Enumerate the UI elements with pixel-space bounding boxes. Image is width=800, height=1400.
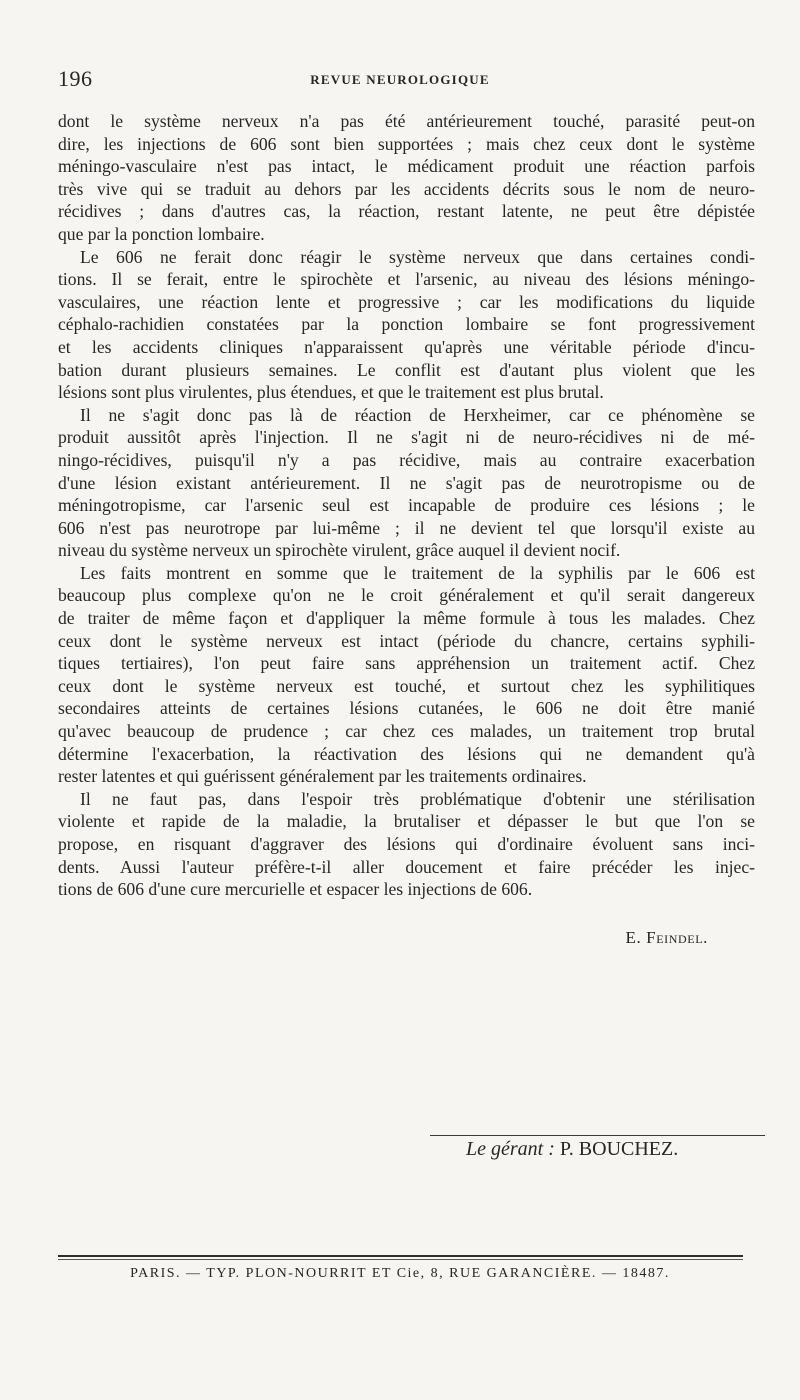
- footer-rule: [58, 1255, 743, 1257]
- text-line: ceux dont le système nerveux est intact (période du chancre, certains syphili-: [58, 630, 755, 651]
- text-line: Il ne faut pas, dans l'espoir très problématique d'obtenir une stérilisation: [80, 788, 755, 809]
- text-line: Il ne s'agit donc pas là de réaction de Herxheimer, car ce phénomène se: [80, 404, 755, 425]
- running-title: REVUE NEUROLOGIQUE: [310, 72, 490, 87]
- text-line: et les accidents cliniques n'apparaissent qu'après une véritable période d'incu-: [58, 336, 755, 357]
- text-line: très vive qui se traduit au dehors par les accidents décrits sous le nom de neuro-: [58, 178, 755, 199]
- author-signature: E. Feindel.: [625, 928, 708, 947]
- text-line: méningotropisme, car l'arsenic seul est incapable de produire ces lésions ; le: [58, 495, 755, 516]
- text-line: lésions sont plus virulentes, plus étendues, et que le traitement est plus brutal.: [58, 382, 604, 403]
- gerant-line: [466, 1138, 678, 1161]
- text-line: d'une lésion existant antérieurement. Il ne s'agit pas de neurotropisme ou de: [58, 472, 755, 493]
- text-line: produit aussitôt après l'injection. Il ne s'agit ni de neuro-récidives ni de mé-: [58, 427, 755, 448]
- text-line: tions. Il se ferait, entre le spirochète et l'arsenic, au niveau des lésions méningo-: [58, 269, 755, 290]
- text-line: qu'avec beaucoup de prudence ; car chez ces malades, un traitement trop brutal: [58, 721, 755, 742]
- text-line: dont le système nerveux n'a pas été antérieurement touché, parasité peut-on: [58, 111, 755, 131]
- text-line: Le 606 ne ferait donc réagir le système nerveux que dans certaines condi-: [80, 246, 755, 267]
- text-line: secondaires atteints de certaines lésions cutanées, le 606 ne doit être manié: [58, 698, 755, 719]
- text-line: rester latentes et qui guérissent généralement par les traitements ordinaires.: [58, 766, 587, 787]
- text-line: céphalo-rachidien constatées par la ponction lombaire se font progressivement: [58, 314, 755, 335]
- text-line: niveau du système nerveux un spirochète virulent, grâce auquel il devient nocif.: [58, 540, 621, 561]
- gerant-rule: [430, 1135, 765, 1136]
- printer-imprint: PARIS. — TYP. PLON-NOURRIT ET Cie, 8, RUE GARANCIÈRE. — 18487.: [130, 1266, 670, 1281]
- text-line: dire, les injections de 606 sont bien supportées ; mais chez ceux dont le système: [58, 133, 755, 154]
- text-line: tiques tertiaires), l'on peut faire sans appréhension un traitement actif. Chez: [58, 653, 755, 674]
- gerant-name: P. BOUCHEZ.: [559, 1138, 679, 1160]
- page-number: 196: [58, 66, 93, 91]
- article-body: [58, 110, 755, 901]
- text-line: dents. Aussi l'auteur préfère-t-il aller doucement et faire précéder les injec-: [58, 856, 755, 877]
- text-line: récidives ; dans d'autres cas, la réaction, restant latente, ne peut être dépistée: [58, 201, 755, 222]
- text-line: 606 n'est pas neurotrope par lui-même ; il ne devient tel que lorsqu'il existe au: [58, 517, 755, 538]
- text-line: que par la ponction lombaire.: [58, 223, 265, 244]
- text-line: propose, en risquant d'aggraver des lésions qui d'ordinaire évoluent sans inci-: [58, 834, 755, 854]
- text-line: vasculaires, une réaction lente et progressive ; car les modifications du liquide: [58, 291, 755, 312]
- footer-rule-thin: [58, 1259, 743, 1260]
- text-line: détermine l'exacerbation, la réactivation des lésions qui ne demandent qu'à: [58, 743, 755, 764]
- text-line: ceux dont le système nerveux est touché, et surtout chez les syphilitiques: [58, 675, 755, 696]
- text-line: violente et rapide de la maladie, la brutaliser et dépasser le but que l'on se: [58, 811, 755, 832]
- text-line: bation durant plusieurs semaines. Le conflit est d'autant plus violent que les: [58, 359, 755, 380]
- text-line: méningo-vasculaire n'est pas intact, le médicament produit une réaction parfois: [58, 156, 755, 177]
- text-line: de traiter de même façon et d'appliquer la même formule à tous les malades. Chez: [58, 608, 755, 629]
- text-line: beaucoup plus complexe qu'on ne le croit généralement et qu'il serait dangereux: [58, 585, 755, 606]
- text-line: ningo-récidives, puisqu'il n'y a pas récidive, mais au contraire exacerbation: [58, 449, 755, 470]
- gerant-label: Le gérant :: [466, 1138, 555, 1160]
- text-line: Les faits montrent en somme que le traitement de la syphilis par le 606 est: [80, 562, 755, 583]
- text-line: tions de 606 d'une cure mercurielle et espacer les injections de 606.: [58, 879, 533, 900]
